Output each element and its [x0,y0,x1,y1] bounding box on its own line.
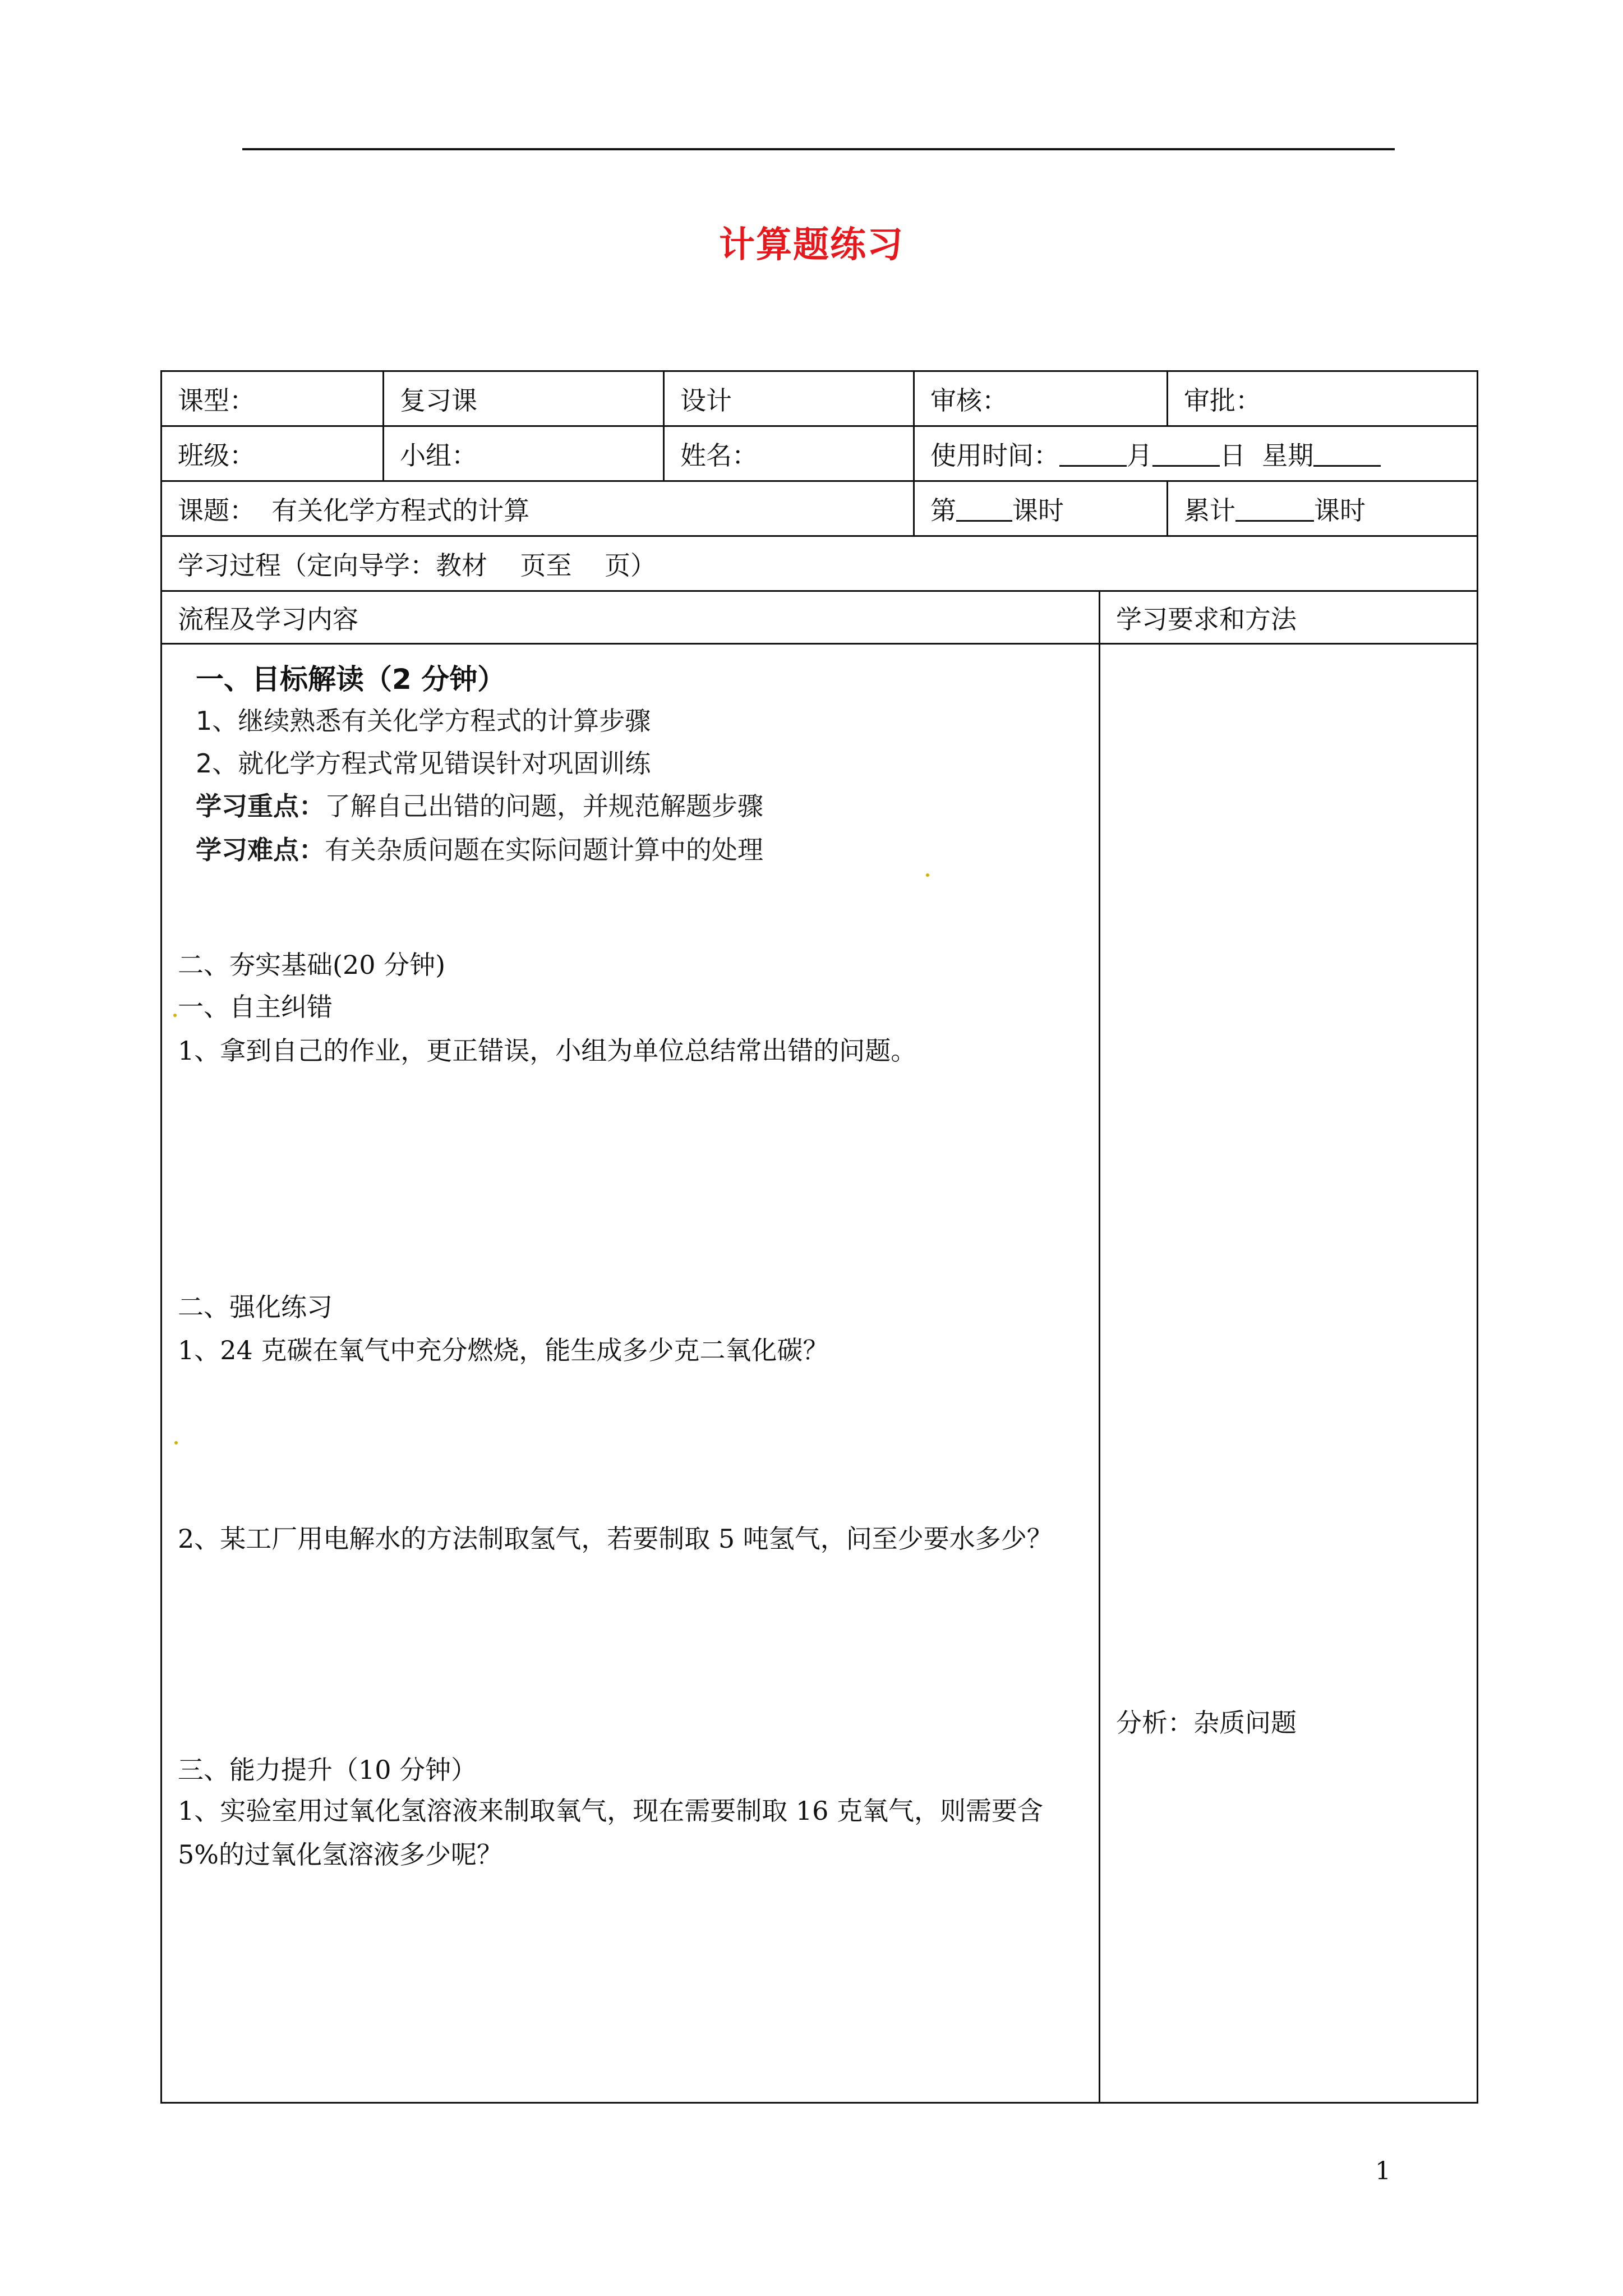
table-row-1 [162,372,1477,427]
weekday-blank[interactable] [1313,440,1381,467]
cumulative-prefix: 累计 [1184,495,1235,526]
self-correction-heading: 一、自主纠错 [178,992,333,1022]
month-label: 月 [1127,440,1152,471]
approver-cell: 审批： [1184,385,1261,416]
day-blank[interactable] [1152,440,1220,467]
content-header: 流程及学习内容 [162,592,1100,643]
section3-heading: 三、能力提升（10 分钟） [178,1755,477,1785]
table-row-5 [162,592,1477,645]
day-weekday-label: 日 星期 [1220,440,1314,471]
objective-item-1: 1、继续熟悉有关化学方程式的计算步骤 [196,706,651,736]
page-number: 1 [1375,2157,1391,2185]
session-cell [915,482,1168,535]
cumulative-suffix: 课时 [1314,495,1366,526]
objectives-heading: 一、目标解读（2 分钟） [196,663,506,696]
class-label: 班级： [162,427,384,480]
key-point-label: 学习重点： [196,791,325,821]
process-cell: 学习过程（定向导学：教材 页至 页） [178,550,656,581]
table-row-2 [162,427,1477,482]
speck-mark [173,1014,177,1017]
key-point-text: 了解自己出错的问题，并规范解题步骤 [325,791,763,821]
table-row-4 [162,537,1477,592]
method-column [1100,645,1478,2102]
self-correction-item: 1、拿到自己的作业，更正错误，小组为单位总结常出错的问题。 [178,1036,917,1066]
key-point-line [196,786,763,823]
usage-time-cell [915,427,1478,480]
lesson-type-label: 课型： [162,372,384,425]
section2-heading: 二、夯实基础(20 分钟) [178,950,446,980]
practice-question-1: 1、24 克碳在氧气中充分燃烧，能生成多少克二氧化碳？ [178,1335,829,1365]
designer-cell: 设计 [665,372,915,425]
practice-question-2: 2、某工厂用电解水的方法制取氢气，若要制取 5 吨氢气，问至少要水多少？ [178,1524,1053,1554]
worksheet-table [160,370,1478,2104]
session-prefix: 第 [930,495,956,526]
method-header: 学习要求和方法 [1116,604,1297,634]
content-column [162,645,1100,2102]
header-rule [242,148,1395,150]
group-label: 小组： [384,427,665,480]
cumulative-blank[interactable] [1235,495,1314,522]
speck-mark [926,873,929,877]
topic-cell: 课题： 有关化学方程式的计算 [162,482,915,535]
analysis-note: 分析：杂质问题 [1116,1708,1297,1738]
lesson-type-value: 复习课 [384,372,665,425]
difficulty-line [196,830,763,867]
cumulative-cell [1168,482,1478,535]
session-blank[interactable] [956,495,1012,522]
practice-heading: 二、强化练习 [178,1292,333,1322]
reviewer-cell: 审核： [915,372,1168,425]
usage-time-label: 使用时间： [930,440,1059,471]
session-suffix: 课时 [1012,495,1064,526]
objective-item-2: 2、就化学方程式常见错误针对巩固训练 [196,748,651,779]
ability-question-1: 1、实验室用过氧化氢溶液来制取氧气，现在需要制取 16 克氧气，则需要含 5%的过氧化氢溶液多少呢？ [178,1796,1044,1870]
difficulty-label: 学习难点： [196,835,325,865]
difficulty-text: 有关杂质问题在实际问题计算中的处理 [325,835,763,865]
table-row-3 [162,482,1477,537]
month-blank[interactable] [1059,440,1127,467]
name-label: 姓名： [665,427,915,480]
document-title: 计算题练习 [719,224,904,266]
speck-mark [174,1441,178,1444]
